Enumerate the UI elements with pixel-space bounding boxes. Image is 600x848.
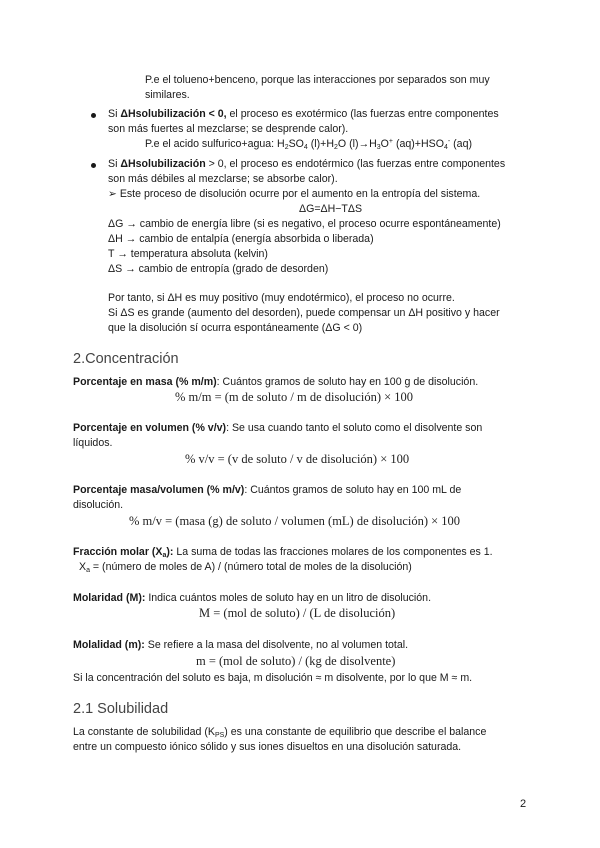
molaridad-label: Molaridad (M): bbox=[73, 592, 146, 604]
conclusion-line-2: Si ΔS es grande (aumento del desorden), puede compensar un ΔH positivo y hacer bbox=[108, 307, 500, 319]
masa-text: : Cuántos gramos de soluto hay en 100 g de disolución. bbox=[216, 376, 479, 388]
bullet-2-line-2: son más débiles al mezclarse; se absorbe calor). bbox=[108, 173, 338, 185]
example-sub: 4 bbox=[303, 144, 308, 151]
fraccion-line-2 bbox=[79, 560, 412, 574]
example-sub: 3 bbox=[376, 144, 381, 151]
intro-line-1: P.e el tolueno+benceno, porque las interacciones por separados son muy bbox=[145, 74, 490, 86]
bullet-1-rest: el proceso es exotérmico (las fuerzas entre componentes bbox=[226, 108, 499, 120]
volumen-label: Porcentaje en volumen (% v/v) bbox=[73, 422, 227, 434]
example-text: SO bbox=[288, 138, 304, 150]
volumen-text: : Se usa cuando tanto el soluto como el disolvente son bbox=[226, 422, 483, 434]
masavol-line-2: disolución. bbox=[73, 499, 124, 511]
example-text: O (l)→H bbox=[337, 138, 377, 150]
section-heading-concentracion: 2.Concentración bbox=[73, 351, 179, 367]
bullet-2-rest: > 0, el proceso es endotérmico (las fuerzas entre componentes bbox=[205, 158, 506, 170]
example-sub: 4 bbox=[443, 144, 448, 151]
fraccion-rest: = (número de moles de A) / (número total de moles de la disolución) bbox=[89, 561, 412, 573]
bullet-1-example bbox=[145, 137, 472, 151]
fraccion-definition bbox=[73, 545, 493, 559]
def-line-1: ΔG → cambio de energía libre (si es negativo, el proceso ocurre espontáneamente) bbox=[108, 218, 501, 230]
fraccion-label-text: Fracción molar (X bbox=[73, 546, 163, 558]
fraccion-label-sub: a bbox=[162, 552, 167, 559]
volumen-line-2: líquidos. bbox=[73, 437, 113, 449]
bullet-2-term: ΔHsolubilización bbox=[120, 158, 206, 170]
bullet-1-term: ΔHsolubilización < 0, bbox=[120, 108, 227, 120]
bullet-1-prefix: Si bbox=[108, 108, 121, 120]
bullet-2-dot bbox=[91, 163, 96, 168]
volumen-definition bbox=[73, 421, 482, 435]
bullet-1-line-2: son más fuertes al mezclarse; se desprende calor). bbox=[108, 123, 349, 135]
gibbs-formula: ΔG=ΔH−TΔS bbox=[299, 203, 363, 215]
molaridad-text: Indica cuántos moles de soluto hay en un litro de disolución. bbox=[145, 592, 432, 604]
solubilidad-line-2: entre un compuesto iónico sólido y sus iones disueltos en una disolución saturada. bbox=[73, 741, 462, 753]
example-text: (l)+H bbox=[307, 138, 335, 150]
molalidad-definition bbox=[73, 638, 408, 652]
bullet-2-line-1 bbox=[108, 157, 505, 171]
example-sup: - bbox=[447, 138, 451, 145]
fraccion-text: La suma de todas las fracciones molares de los componentes es 1. bbox=[173, 546, 493, 558]
example-text: (aq)+HSO bbox=[393, 138, 444, 150]
masavol-definition bbox=[73, 483, 461, 497]
masa-formula: % m/m = (m de soluto / m de disolución) × 100 bbox=[175, 390, 414, 404]
def-line-3: T → temperatura absoluta (kelvin) bbox=[108, 248, 268, 260]
fraccion-x: X bbox=[79, 561, 87, 573]
example-sup: + bbox=[388, 138, 394, 145]
masavol-formula: % m/v = (masa (g) de soluto / volumen (mL) de disolución) × 100 bbox=[129, 514, 461, 528]
molaridad-definition bbox=[73, 591, 431, 605]
conclusion-line-1: Por tanto, si ΔH es muy positivo (muy endotérmico), el proceso no ocurre. bbox=[108, 292, 455, 304]
volumen-formula: % v/v = (v de soluto / v de disolución) × 100 bbox=[185, 452, 410, 466]
def-line-4: ΔS → cambio de entropía (grado de desorden) bbox=[108, 263, 329, 275]
molaridad-formula: M = (mol de soluto) / (L de disolución) bbox=[199, 606, 396, 620]
fraccion-label bbox=[73, 546, 173, 558]
kps-sub: PS bbox=[214, 732, 225, 739]
example-text: O bbox=[380, 138, 389, 150]
solubilidad-text-a: La constante de solubilidad (K bbox=[73, 726, 215, 738]
conclusion-line-3: que la disolución sí ocurra espontáneamente (ΔG < 0) bbox=[108, 322, 363, 334]
bullet-2-arrow-line: ➢ Este proceso de disolución ocurre por el aumento en la entropía del sistema. bbox=[108, 188, 481, 200]
section-heading-solubilidad: 2.1 Solubilidad bbox=[73, 701, 169, 717]
molalidad-label: Molalidad (m): bbox=[73, 639, 145, 651]
example-text: P.e el acido sulfurico+agua: H bbox=[145, 138, 285, 150]
molalidad-note: Si la concentración del soluto es baja, m disolución ≈ m disolvente, por lo que M ≈ m. bbox=[73, 672, 473, 684]
fraccion-label-end: ): bbox=[166, 546, 174, 558]
solubilidad-line-1 bbox=[73, 725, 486, 739]
bullet-2-prefix: Si bbox=[108, 158, 121, 170]
page-number: 2 bbox=[520, 798, 527, 810]
masavol-label: Porcentaje masa/volumen (% m/v) bbox=[73, 484, 245, 496]
masa-label: Porcentaje en masa (% m/m) bbox=[73, 376, 217, 388]
masavol-text: : Cuántos gramos de soluto hay en 100 mL de bbox=[244, 484, 462, 496]
molalidad-formula: m = (mol de soluto) / (kg de disolvente) bbox=[196, 654, 396, 668]
bullet-1-dot bbox=[91, 113, 96, 118]
example-sub: 2 bbox=[284, 144, 289, 151]
example-sub: 2 bbox=[334, 144, 338, 151]
def-line-2: ΔH → cambio de entalpía (energía absorbida o liberada) bbox=[108, 233, 374, 245]
example-text: (aq) bbox=[450, 138, 472, 150]
molalidad-text: Se refiere a la masa del disolvente, no al volumen total. bbox=[144, 639, 409, 651]
fraccion-x-sub: a bbox=[86, 567, 90, 574]
intro-line-2: similares. bbox=[145, 89, 190, 101]
solubilidad-text-b: ) es una constante de equilibrio que describe el balance bbox=[224, 726, 487, 738]
masa-definition bbox=[73, 375, 478, 389]
bullet-1-line-1 bbox=[108, 107, 499, 121]
